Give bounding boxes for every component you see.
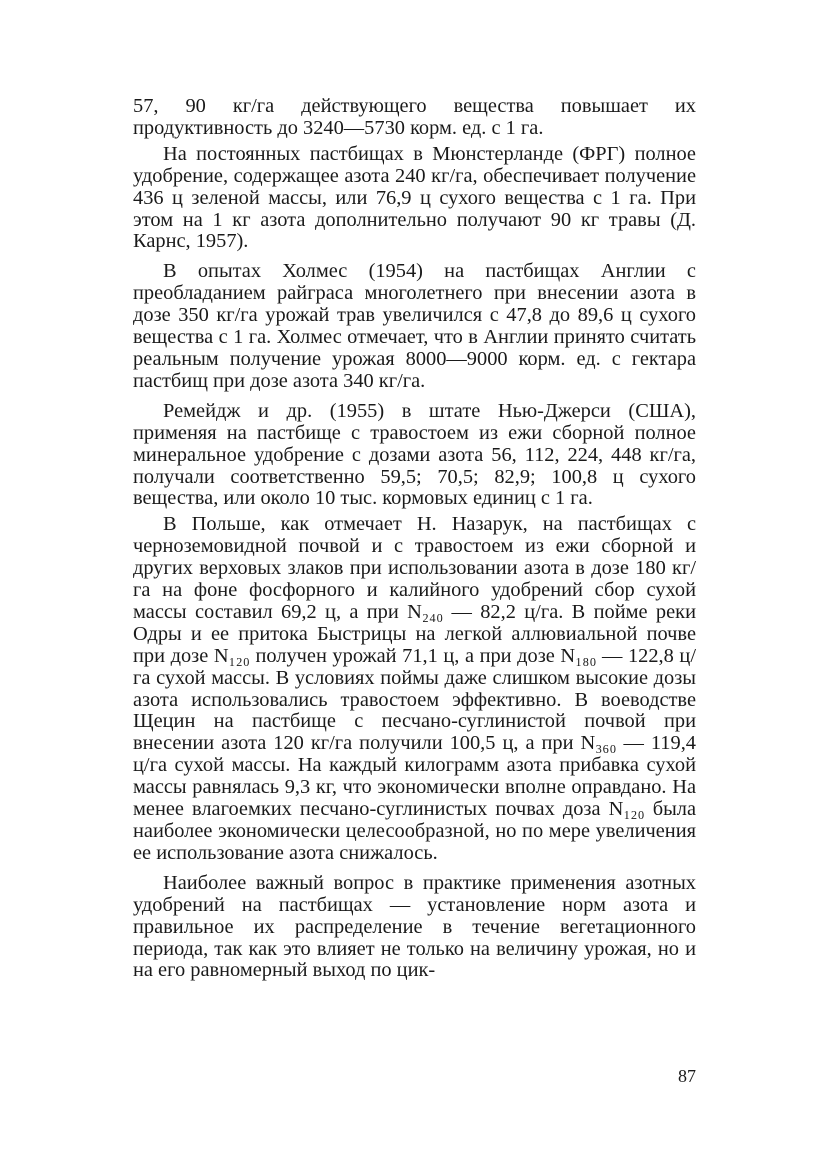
paragraph-holmes: В опытах Холмес (1954) на пастбищах Англии с преобладанием райграса многолетнего при внесении азота в дозе 350 кг/га урожай трав увеличился с 47,8 до 89,6 ц сухого вещества с 1 га. Холмес отмечает, что в Англии принято считать реальным получение урожая 8000—9000 корм. ед. с гектара пастбищ при дозе азота 340 кг/га.	[133, 260, 696, 392]
body-text	[133, 96, 696, 982]
paragraph-poland: В Польше, как отмечает Н. Назарук, на пастбищах с черноземовидной почвой и с травостоем из ежи сборной и других верховых злаков при использовании азота в дозе 180 кг/га на фоне фосфорного и калийного удобрений сбор сухой массы составил 69,2 ц, а при N₂₄₀ — 82,2 ц/га. В пойме реки Одры и ее притока Быстрицы на легкой аллювиальной почве при дозе N₁₂₀ получен урожай 71,1 ц, а при дозе N₁₈₀ — 122,8 ц/га сухой массы. В условиях поймы даже слишком высокие дозы азота использовались травостоем эффективно. В воеводстве Щецин на пастбище с песчано-суглинистой почвой при внесении азота 120 кг/га получили 100,5 ц, а при N₃₆₀ — 119,4 ц/га сухой массы. На каждый килограмм азота прибавка сухой массы равнялась 9,3 кг, что экономически вполне оправдано. На менее влагоемких песчано-суглинистых почвах доза N₁₂₀ была наиболее экономически целесообразной, но по мере увеличения ее использование азота снижалось.	[133, 513, 696, 864]
paragraph-nitrogen-norms: Наиболее важный вопрос в практике применения азотных удобрений на пастбищах — установление норм азота и правильное их распределение в течение вегетационного периода, так как это влияет не только на величину урожая, но и на его равномерный выход по цик-	[133, 871, 696, 982]
paragraph-new-jersey: Ремейдж и др. (1955) в штате Нью-Джерси (США), применяя на пастбище с травостоем из ежи сборной полное минеральное удобрение с дозами азота 56, 112, 224, 448 кг/га, получали соответственно 59,5; 70,5; 82,9; 100,8 ц сухого вещества, или около 10 тыс. кормовых единиц с 1 га.	[133, 399, 696, 510]
page-number: 87	[678, 1066, 696, 1086]
paragraph-continuation: 57, 90 кг/га действующего вещества повышает их продуктивность до 3240—5730 корм. ед. с 1 га.	[133, 95, 696, 139]
paragraph-munsterland: На постоянных пастбищах в Мюнстерланде (ФРГ) полное удобрение, содержащее азота 240 кг/га, обеспечивает получение 436 ц зеленой массы, или 76,9 ц сухого вещества с 1 га. При этом на 1 кг азота дополнительно получают 90 кг травы (Д. Карнс, 1957).	[133, 142, 696, 253]
